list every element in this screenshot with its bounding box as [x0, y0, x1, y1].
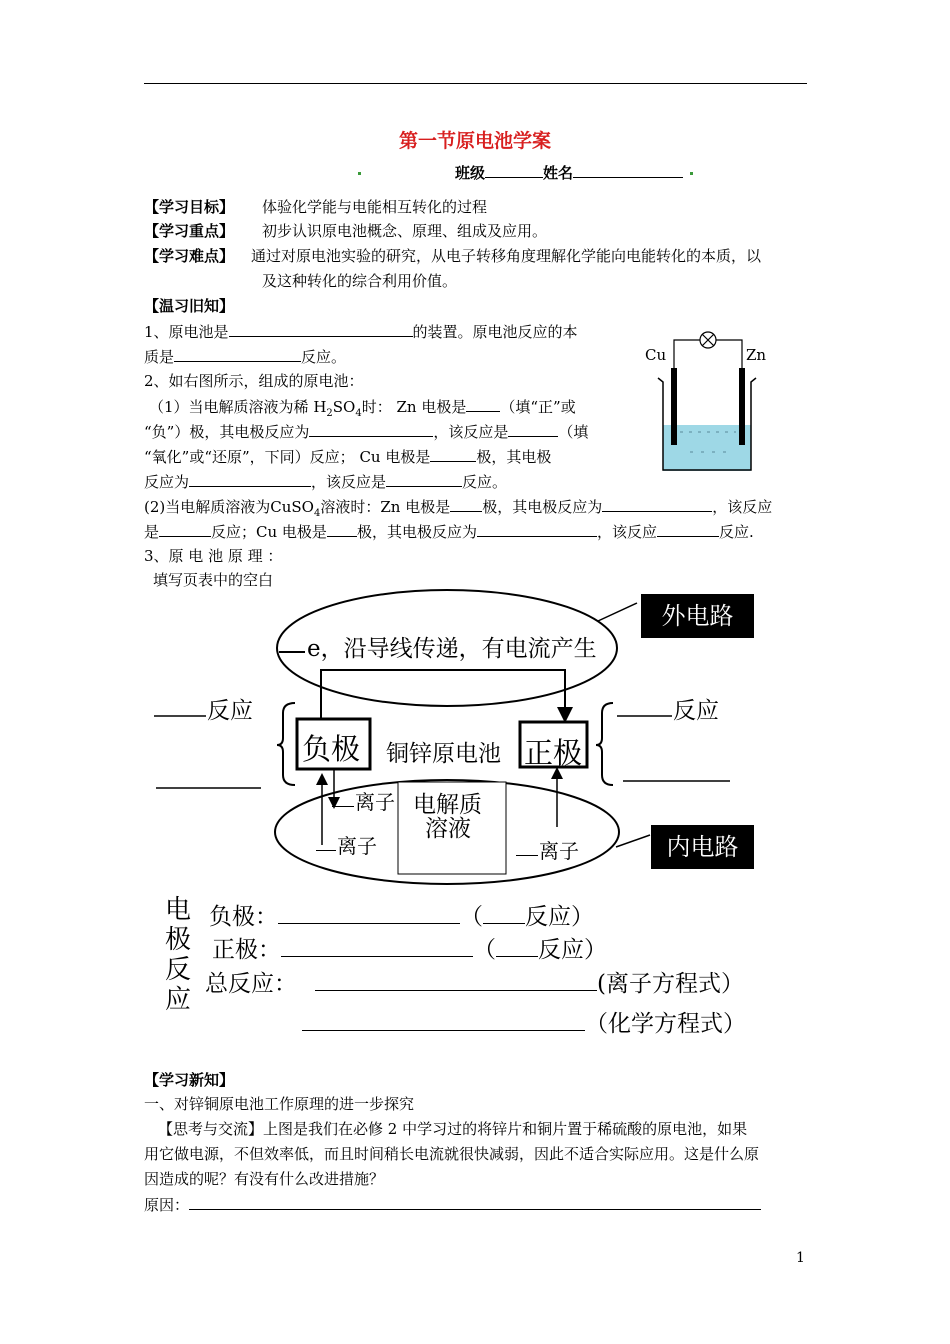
q2-1-part: （填“正”或 — [500, 398, 576, 416]
q2-1-part: “负”）极，其电极反应为 — [144, 423, 310, 441]
q1-line-1 — [144, 321, 578, 342]
q2-1-part: 极，其电极 — [476, 448, 552, 466]
q2-2-part: ，该反应 — [712, 498, 773, 516]
paren: （ — [460, 904, 483, 930]
right-reaction-label: 反应 — [673, 698, 719, 724]
goal-tag: 【学习目标】 — [144, 198, 235, 216]
marker-dot — [690, 172, 693, 175]
int-pointer — [616, 835, 650, 847]
q2-1-part: “氧化”或“还原”，下同）反应； Cu 电极是 — [144, 448, 431, 466]
pos-eq-blank[interactable] — [281, 936, 473, 957]
electron-blank[interactable] — [279, 651, 305, 653]
cu-electrode-blank-2[interactable] — [327, 521, 357, 537]
left-reaction-label: 反应 — [207, 698, 253, 724]
cu-electrode — [671, 368, 677, 445]
ionic-eq-blank[interactable] — [315, 970, 597, 991]
zn-electrode — [739, 368, 745, 445]
chem-eq-label: （化学方程式） — [585, 1011, 746, 1037]
subscript: 2 — [326, 408, 333, 419]
q2-1-part: ，该反应是 — [433, 423, 509, 441]
cu-reaction-blank[interactable] — [189, 471, 311, 487]
reason-row — [144, 1194, 761, 1215]
q2-2-part: 极，其电极反应为 — [482, 498, 603, 516]
q1-part-b: 的装置。原电池反应的本 — [412, 323, 578, 341]
ion-label-2: 离子 — [337, 834, 377, 858]
q2-2-part: 反应；Cu 电极是 — [211, 523, 327, 541]
q2-1-part: 反应。 — [462, 473, 508, 491]
zn-electrode-blank-2[interactable] — [450, 496, 482, 512]
subscript: 4 — [313, 508, 321, 519]
cu-reaction-blank-2[interactable] — [477, 521, 597, 537]
q3-subtitle: 填写页表中的空白 — [153, 571, 274, 589]
q1-blank-2[interactable] — [174, 346, 301, 362]
paren: （ — [473, 937, 496, 963]
key-text: 初步认识原电池概念、原理、组成及应用。 — [262, 222, 548, 240]
cell-name: 铜锌原电池 — [386, 741, 501, 767]
neg-eq-blank[interactable] — [278, 903, 460, 924]
ext-pointer — [598, 603, 637, 621]
total-equation-row — [205, 965, 744, 998]
class-name-line — [455, 162, 683, 183]
q2-2-part: (2)当电解质溶液为CuSO — [144, 498, 314, 516]
ion-label-3: 离子 — [539, 839, 579, 863]
q2-1-part: ，该反应是 — [311, 473, 387, 491]
zn-electrode-blank[interactable] — [466, 396, 500, 412]
galvanic-cell-figure — [640, 320, 780, 480]
pos-eq-label: 正极： — [212, 937, 281, 963]
electrolyte-label-2: 溶液 — [425, 816, 471, 842]
q2-1-line-3 — [144, 446, 551, 467]
q1-part-d: 反应。 — [301, 348, 347, 366]
think-line-2: 用它做电源，不但效率低，而且时间稍长电流就很快减弱，因此不适合实际应用。这是什么原 — [144, 1145, 760, 1163]
q2-1-part: 时： Zn 电极是 — [361, 398, 467, 416]
section-heading: 一、对锌铜原电池工作原理的进一步探究 — [144, 1095, 415, 1113]
cu-label: Cu — [645, 346, 667, 364]
name-label: 姓名 — [543, 164, 574, 182]
think-line-3: 因造成的呢？有没有什么改进措施？ — [144, 1170, 385, 1188]
left-brace — [277, 703, 295, 785]
positive-equation-row — [212, 931, 607, 964]
zn-label: Zn — [746, 346, 767, 364]
ionic-eq-label: (离子方程式） — [597, 971, 744, 997]
ion-blank-3[interactable] — [516, 855, 538, 856]
zn-reaction-blank-2[interactable] — [602, 496, 712, 512]
q1-part-c: 质是 — [144, 348, 175, 366]
q2-1-line-4 — [144, 471, 507, 492]
vertical-char: 电 — [165, 895, 192, 925]
negative-equation-row — [209, 898, 594, 931]
vertical-char: 应 — [165, 985, 192, 1015]
q1-line-2 — [144, 346, 346, 367]
cu-type-blank-2[interactable] — [657, 521, 719, 537]
electrolyte-label-1: 电解质 — [413, 792, 482, 818]
key-tag: 【学习重点】 — [144, 222, 235, 240]
class-blank[interactable] — [485, 162, 543, 178]
positive-electrode: 正极 — [524, 736, 583, 770]
electron-flow-arrow — [321, 670, 565, 719]
q2-1-part: SO — [332, 398, 356, 416]
q1-blank-1[interactable] — [229, 321, 413, 337]
q2-2-part: 是 — [144, 523, 160, 541]
electron-text: e，沿导线传递，有电流产生 — [307, 636, 597, 662]
subscript: 4 — [355, 408, 362, 419]
reaction-close: 反应） — [538, 937, 607, 963]
external-circuit-label: 外电路 — [641, 594, 754, 638]
cu-type-blank[interactable] — [386, 471, 462, 487]
q2-1-part: （1）当电解质溶液为稀 H — [149, 398, 327, 416]
neg-type-blank[interactable] — [483, 903, 525, 924]
q2-2-part: 溶液时：Zn 电极是 — [320, 498, 451, 516]
q2-2-line-2 — [144, 521, 754, 542]
q2-2-part: 反应. — [718, 523, 754, 541]
vertical-label — [165, 895, 191, 1015]
goal-text: 体验化学能与电能相互转化的过程 — [262, 198, 488, 216]
q2-2-part: ，该反应 — [596, 523, 657, 541]
q2-1-line-1 — [149, 396, 576, 424]
difficulty-tag: 【学习难点】 — [144, 247, 235, 265]
internal-circuit-label: 内电路 — [651, 825, 754, 869]
zn-reaction-blank[interactable] — [309, 421, 433, 437]
new-knowledge-tag: 【学习新知】 — [144, 1071, 235, 1089]
header-rule — [144, 83, 807, 84]
pos-type-blank[interactable] — [496, 936, 538, 957]
difficulty-text-2: 及这种转化的综合利用价值。 — [262, 272, 458, 290]
q2-1-part: 反应为 — [144, 473, 190, 491]
ion-blank-1[interactable] — [332, 806, 354, 807]
zn-type-blank-2[interactable] — [159, 521, 211, 537]
marker-dot — [358, 172, 361, 175]
vertical-char: 极 — [165, 925, 192, 955]
cu-electrode-blank[interactable] — [430, 446, 476, 462]
class-label: 班级 — [455, 164, 486, 182]
q2-2-part: 极，其电极反应为 — [356, 523, 477, 541]
q2-1-part: （填 — [558, 423, 589, 441]
q2-2-line-1 — [144, 496, 772, 524]
name-blank[interactable] — [573, 162, 683, 178]
think-line-1: 【思考与交流】上图是我们在必修 2 中学习过的将锌片和铜片置于稀硫酸的原电池，如果 — [158, 1120, 748, 1138]
chem-eq-blank[interactable] — [302, 1010, 585, 1031]
review-tag: 【温习旧知】 — [144, 297, 235, 315]
reaction-close: 反应） — [525, 904, 594, 930]
vertical-char: 反 — [165, 955, 192, 985]
neg-eq-label: 负极： — [209, 904, 278, 930]
q2-1-line-2 — [144, 421, 588, 442]
page-title: 第一节原电池学案 — [398, 130, 551, 152]
reason-label: 原因： — [144, 1196, 190, 1214]
reason-blank[interactable] — [189, 1194, 761, 1210]
q2-intro: 2、如右图所示，组成的原电池： — [144, 372, 364, 390]
right-brace — [596, 703, 613, 785]
zn-type-blank[interactable] — [508, 421, 558, 437]
difficulty-text-1: 通过对原电池实验的研究，从电子转移角度理解化学能向电能转化的本质，以 — [251, 247, 762, 265]
ion-label-1: 离子 — [355, 790, 395, 814]
q1-part-a: 1、原电池是 — [144, 323, 229, 341]
total-eq-label: 总反应： — [205, 971, 297, 997]
negative-electrode: 负极 — [302, 732, 361, 766]
q3-title: 3、原 电 池 原 理 ： — [144, 547, 283, 565]
ion-blank-2[interactable] — [316, 850, 336, 851]
page-number: 1 — [796, 1250, 805, 1266]
chemical-equation-row — [302, 1005, 746, 1038]
